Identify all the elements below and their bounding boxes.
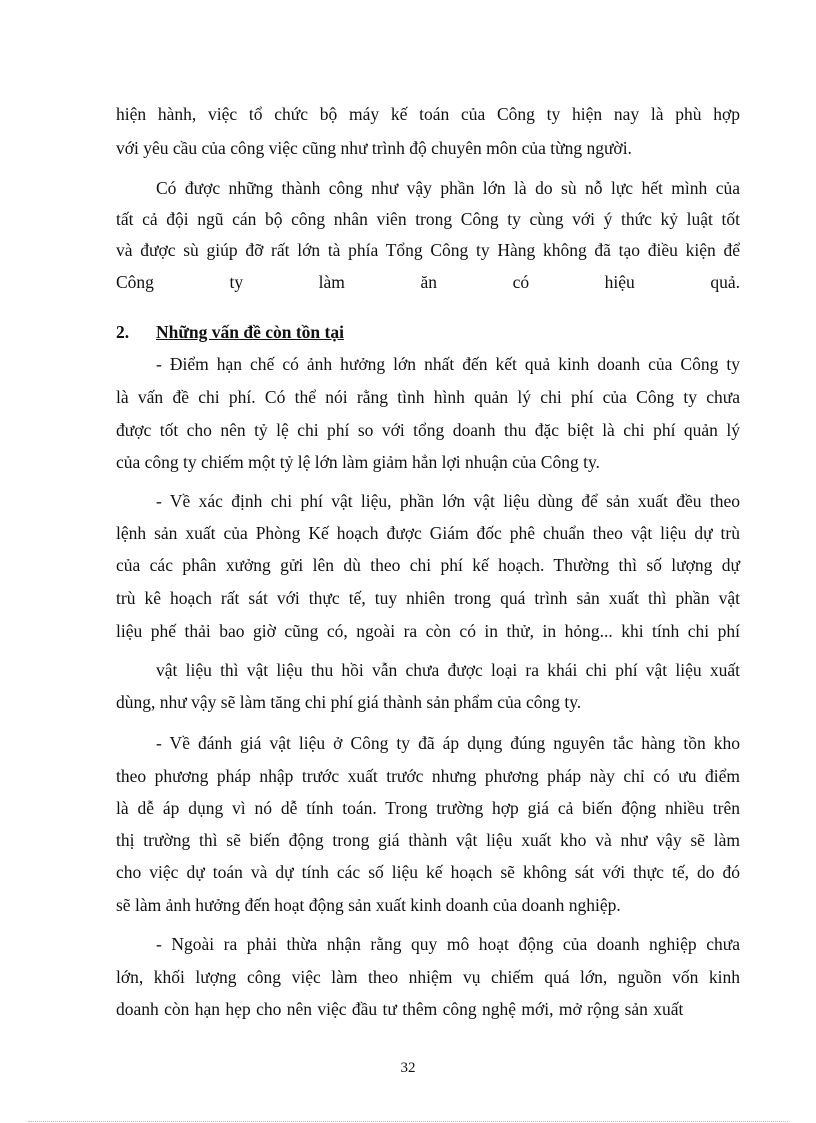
text-line: Công ty làm ăn có hiệu quả. <box>116 272 740 292</box>
section-title: Những vấn đề còn tồn tại <box>156 322 344 342</box>
text-line: trù kê hoạch rất sát với thực tế, tuy nhiên trong quá trình sản xuất thì phần vật <box>116 588 740 608</box>
page-number: 32 <box>400 1060 416 1076</box>
text-line: lớn, khối lượng công việc làm theo nhiệm vụ chiếm quá lớn, nguồn vốn kinh <box>116 967 740 987</box>
text-line: dùng, như vậy sẽ làm tăng chi phí giá thành sản phẩm của công ty. <box>116 692 582 712</box>
text-line: cho việc dự toán và dự tính các số liệu kế hoạch sẽ không sát với thực tế, do đó <box>116 862 740 882</box>
text-line: - Điểm hạn chế có ảnh hưởng lớn nhất đến kết quả kinh doanh của Công ty <box>156 354 740 374</box>
text-line: doanh còn hạn hẹp cho nên việc đầu tư thêm công nghệ mới, mở rộng sản xuất <box>116 999 684 1019</box>
text-line: Có được những thành công như vậy phần lớn là do sù nỗ lực hết mình của <box>156 178 740 198</box>
text-line: lệnh sản xuất của Phòng Kế hoạch được Giám đốc phê chuẩn theo vật liệu dự trù <box>116 523 740 543</box>
section-heading <box>116 322 344 342</box>
text-line: - Về xác định chi phí vật liệu, phần lớn vật liệu dùng để sản xuất đều theo <box>156 491 740 511</box>
page-bottom-divider <box>28 1121 788 1122</box>
text-line: là dễ áp dụng vì nó dễ tính toán. Trong trường hợp giá cả biến động nhiều trên <box>116 798 740 818</box>
text-line: của các phân xưởng gửi lên dù theo chi phí kế hoạch. Thường thì số lượng dự <box>116 555 740 575</box>
text-line: thị trường thì sẽ biến động trong giá thành vật liệu xuất kho và như vậy sẽ làm <box>116 830 740 850</box>
text-line: với yêu cầu của công việc cũng như trình độ chuyên môn của từng người. <box>116 138 632 158</box>
section-number: 2. <box>116 322 130 342</box>
text-line: - Về đánh giá vật liệu ở Công ty đã áp dụng đúng nguyên tắc hàng tồn kho <box>156 733 740 753</box>
text-line: là vấn đề chi phí. Có thể nói rằng tình hình quản lý chi phí của Công ty chưa <box>116 387 740 407</box>
text-line: tất cả đội ngũ cán bộ công nhân viên trong Công ty cùng với ý thức kỷ luật tốt <box>116 209 740 229</box>
text-line: sẽ làm ảnh hưởng đến hoạt động sản xuất kinh doanh của doanh nghiệp. <box>116 895 621 915</box>
text-line: - Ngoài ra phải thừa nhận rằng quy mô hoạt động của doanh nghiệp chưa <box>156 934 740 954</box>
text-line: vật liệu thì vật liệu thu hồi vẫn chưa được loại ra khái chi phí vật liệu xuất <box>156 660 740 680</box>
text-line: của công ty chiếm một tỷ lệ lớn làm giảm hẳn lợi nhuận của Công ty. <box>116 452 600 472</box>
text-line: theo phương pháp nhập trước xuất trước nhưng phương pháp này chỉ có ưu điểm <box>116 766 740 786</box>
text-line: liệu phế thải bao giờ cũng có, ngoài ra còn có in thử, in hỏng... khi tính chi phí <box>116 621 740 641</box>
text-line: được tốt cho nên tỷ lệ chi phí so với tổng doanh thu đặc biệt là chi phí quản lý <box>116 420 740 440</box>
text-line: hiện hành, việc tổ chức bộ máy kế toán của Công ty hiện nay là phù hợp <box>116 104 740 124</box>
text-line: và được sù giúp đỡ rất lớn tà phía Tổng Công ty Hàng không đã tạo điều kiện để <box>116 240 740 260</box>
